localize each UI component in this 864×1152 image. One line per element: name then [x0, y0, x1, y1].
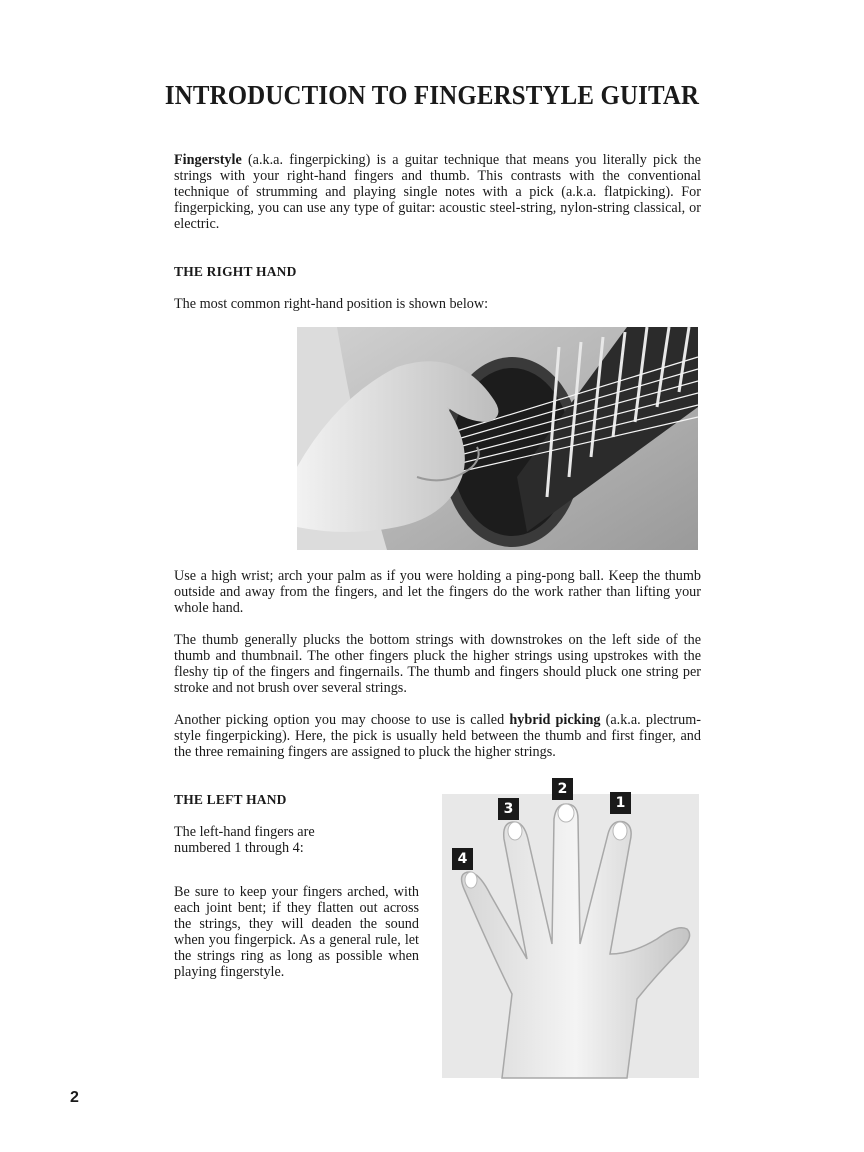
page-title: INTRODUCTION TO FINGERSTYLE GUITAR	[164, 80, 700, 110]
intro-term: Fingerstyle	[174, 152, 242, 168]
finger-number-3-badge: 3	[498, 798, 519, 820]
intro-paragraph	[174, 152, 701, 232]
hybrid-picking-term: hybrid picking	[509, 712, 601, 728]
right-hand-heading: THE RIGHT HAND	[174, 264, 297, 279]
finger-number-1-badge: 1	[610, 792, 631, 814]
finger-number-2-badge: 2	[552, 778, 573, 800]
intro-text: (a.k.a. fingerpicking) is a guitar technique that means you literally pick the strings with your right-hand fingers and thumb. This contrasts with the conventional technique of strumming and playing single notes with a pick (a.k.a. flatpicking). For fingerpicking, you can use any type of guitar: acoustic steel-string, nylon-string classical, or electric.	[174, 152, 701, 232]
left-hand-paragraph-1: The left-hand fingers are numbered 1 through 4:	[174, 824, 315, 856]
right-hand-paragraph-2: The thumb generally plucks the bottom strings with downstrokes on the left side of the thumb and thumbnail. The other fingers pluck the higher strings using upstrokes with the fleshy tip of the fingers and fingernails. The thumb and fingers should pluck one string per stroke and not brush over several strings.	[174, 632, 701, 696]
right-hand-paragraph-3	[174, 712, 701, 760]
right-hand-paragraph-1: Use a high wrist; arch your palm as if you were holding a ping-pong ball. Keep the thumb outside and away from the fingers, and let the fingers do the work rather than lifting your whole hand.	[174, 568, 701, 616]
left-hand-photo	[442, 781, 699, 1078]
guitar-right-hand-photo	[297, 327, 698, 550]
left-hand-heading: THE LEFT HAND	[174, 792, 287, 807]
left-hand-paragraph-2: Be sure to keep your fingers arched, with each joint bent; if they flatten out across the strings, they will deaden the sound when you fingerpick. As a general rule, let the strings ring as long as possible when playing fingerstyle.	[174, 884, 419, 980]
finger-number-4-badge: 4	[452, 848, 473, 870]
hybrid-text-after: (a.k.a. plectrum-style fingerpicking). Here, the pick is usually held between the thumb and first finger, and the three remaining fingers are assigned to pluck the higher strings.	[174, 712, 702, 760]
right-hand-lead: The most common right-hand position is shown below:	[174, 296, 489, 312]
page-number: 2	[70, 1089, 79, 1106]
hybrid-text-before: Another picking option you may choose to use is called	[174, 712, 510, 728]
